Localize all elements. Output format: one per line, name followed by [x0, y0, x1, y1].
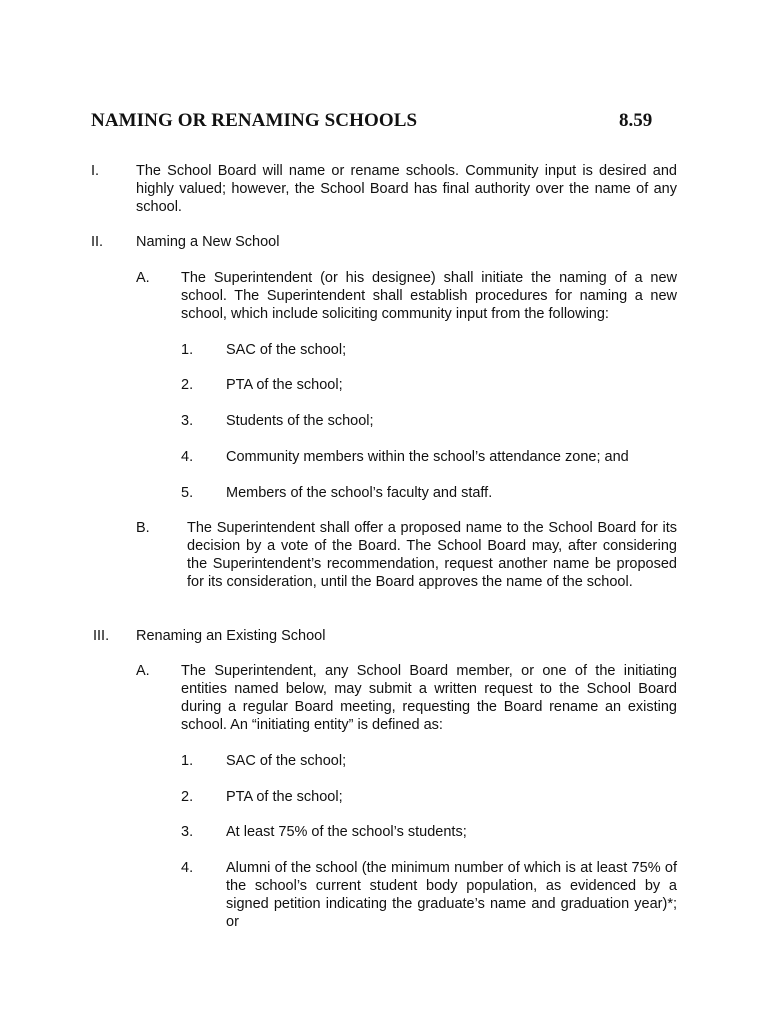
- list-item-number: 1.: [181, 753, 194, 769]
- section-1-text: The School Board will name or rename schools. Community input is desired and highly valued; however, the School Board has final authority over the name of any school.: [136, 163, 677, 215]
- list-item: SAC of the school;: [226, 342, 347, 358]
- list-item-number: 4.: [181, 449, 194, 465]
- list-item: SAC of the school;: [226, 753, 347, 769]
- list-item-number: 5.: [181, 485, 194, 501]
- section-3-marker: III.: [93, 628, 110, 644]
- list-item-number: 4.: [181, 860, 194, 876]
- list-item-number: 3.: [181, 824, 194, 840]
- section-3a-text: The Superintendent, any School Board member, or one of the initiating entities named below, may submit a written request to the School Board during a regular Board meeting, requesting the Board rename an existing school. An “initiating entity” is defined as:: [181, 663, 677, 733]
- section-2b-marker: B.: [136, 520, 150, 536]
- document-title: NAMING OR RENAMING SCHOOLS: [91, 110, 418, 131]
- list-item: PTA of the school;: [226, 377, 343, 393]
- section-2a-text: The Superintendent (or his designee) shall initiate the naming of a new school. The Superintendent shall establish procedures for naming a new school, which include soliciting community input from the following:: [181, 270, 677, 322]
- section-2-heading: Naming a New School: [136, 234, 280, 250]
- list-item-number: 1.: [181, 342, 194, 358]
- list-item: At least 75% of the school’s students;: [226, 824, 467, 840]
- list-item-number: 3.: [181, 413, 194, 429]
- list-item-number: 2.: [181, 789, 194, 805]
- section-1-marker: I.: [91, 163, 100, 179]
- section-3a-marker: A.: [136, 663, 150, 679]
- list-item: Students of the school;: [226, 413, 374, 429]
- list-item: PTA of the school;: [226, 789, 343, 805]
- list-item: Alumni of the school (the minimum number of which is at least 75% of the school’s current student body population, as evidenced by a signed petition indicating the graduate’s name and graduation year)*; or: [226, 860, 677, 930]
- section-2a-marker: A.: [136, 270, 150, 286]
- list-item-number: 2.: [181, 377, 194, 393]
- list-item: Community members within the school’s attendance zone; and: [226, 449, 629, 465]
- section-2-marker: II.: [91, 234, 104, 250]
- policy-number: 8.59: [619, 110, 653, 131]
- section-2b-text: The Superintendent shall offer a proposed name to the School Board for its decision by a vote of the Board. The School Board may, after considering the Superintendent’s recommendation, request another name be proposed for its consideration, until the Board approves the name of the school.: [187, 520, 677, 590]
- list-item: Members of the school’s faculty and staff.: [226, 485, 493, 501]
- section-3-heading: Renaming an Existing School: [136, 628, 326, 644]
